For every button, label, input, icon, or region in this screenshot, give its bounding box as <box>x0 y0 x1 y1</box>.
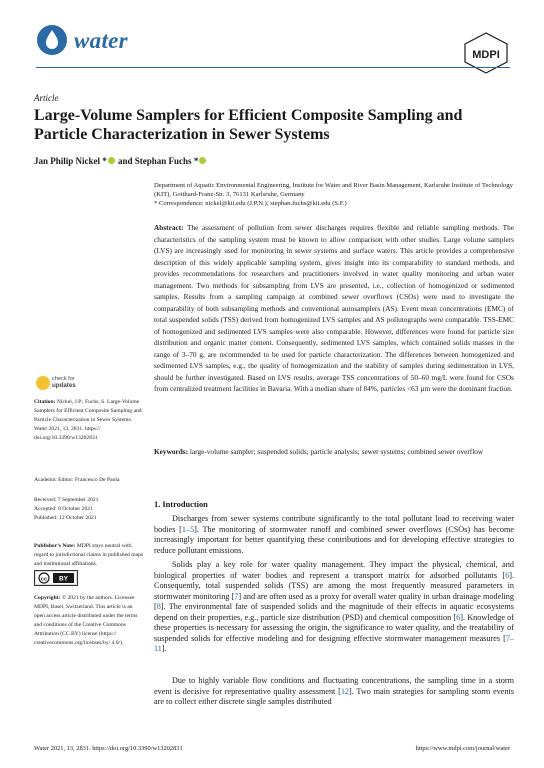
citation-link[interactable]: 6 <box>505 570 510 580</box>
received-date: Received: 7 September 2021 <box>34 497 99 503</box>
abstract-label: Abstract: <box>154 223 184 232</box>
accepted-date: Accepted: 8 October 2021 <box>34 506 93 512</box>
copyright-block <box>34 594 144 648</box>
copyright-label: Copyright: <box>34 595 61 601</box>
publisher-note-label: Publisher’s Note: <box>34 543 76 549</box>
author-separator: and <box>118 156 133 166</box>
publisher-logo-text: MDPI <box>472 49 500 61</box>
citation-text: Nickel, J.P.; Fuchs, S. Large-Volume Samplers for Efficient Composite Sampling and Particle Characterization in Sewer Systems. Water 2021, 13, 2831. https:// doi.org/10.3390/w13202831 <box>34 399 142 441</box>
citation-link[interactable]: 7 <box>234 591 239 601</box>
footer-journal-url[interactable]: https://www.mdpi.com/journal/water <box>415 745 510 752</box>
article-type: Article <box>34 93 59 103</box>
citation-label: Citation: <box>34 399 56 405</box>
academic-editor: Academic Editor: Francesco De Paola <box>34 477 120 483</box>
keywords-text: large-volume sampler; suspended solids; particle analysis; sewer systems; combined sewer overflow <box>189 447 484 456</box>
section-heading: 1. Introduction <box>154 500 208 509</box>
article-title: Large-Volume Samplers for Efficient Composite Sampling and Particle Characterization in Sewer Systems <box>34 107 463 143</box>
cc-by-license-icon[interactable] <box>34 570 78 586</box>
affiliation-line: Department of Aquatic Environmental Engineering, Institute for Water and River Basin Management, Karlsruhe Institute of Technology (KIT), Gotthard-Franz-Str. 3, 76131 Karlsruhe, Germany <box>154 182 513 198</box>
publisher-note-text: MDPI stays neutral with regard to jurisdictional claims in published maps and institutional affiliations. <box>34 543 144 567</box>
paragraph: Due to highly variable flow conditions and fluctuating concentrations, the sampling time in a storm event is decisive for representative quality assessment [12]. Two main strategies for sampling storm events are to collect either discrete single samples distributed <box>154 676 514 706</box>
author-list <box>34 156 207 166</box>
corresponding-star: * <box>102 156 107 166</box>
citation-block <box>34 398 144 443</box>
published-date: Published: 12 October 2021 <box>34 515 97 521</box>
paragraph: Discharges from sewer systems contribute significantly to the total pollutant load to receiving water bodies [1–5]. The monitoring of stormwater runoff and combined sewer overflows (CSOs) has become increasingly important for better quantifying these contributions and for developing effective strategies to reduce pollutant emissions. <box>154 514 514 555</box>
keywords-label: Keywords: <box>154 447 189 456</box>
keywords <box>154 446 514 458</box>
abstract <box>154 222 514 395</box>
svg-text:BY: BY <box>58 575 69 583</box>
header-divider <box>36 67 510 68</box>
affiliation-block <box>154 181 514 208</box>
water-drop-icon <box>36 24 68 56</box>
paragraph: Solids play a key role for water quality management. They impact the physical, chemical, and biological properties of water bodies and represent a transport matrix for adsorbed pollutants [6]. Consequently, total suspended solids (TSS) are among the most frequently measured parameters in stormwater monitoring [7] and are often used as a proxy for overall water quality in urban drainage modeling [8]. The environmental fate of suspended solids and the magnitude of their effects in aquatic ecosystems depend on their properties, e.g., particle size distribution (PSD) and chemical composition [6]. Knowledge of these properties is necessary for assessing the origin, the significance to water quality, and the treatability of suspended solids for effective modeling and for designing effective stormwater management measures [7–11]. <box>154 560 514 653</box>
corresponding-star: * <box>193 156 199 166</box>
check-for-updates-icon[interactable] <box>36 376 50 390</box>
author-name[interactable]: Stephan Fuchs <box>134 156 192 166</box>
citation-link[interactable]: 7–11 <box>154 633 514 653</box>
publisher-note <box>34 542 144 569</box>
journal-name: water <box>74 28 128 53</box>
citation-link[interactable]: 12 <box>340 686 350 696</box>
check-for-updates-label[interactable]: check for updates <box>52 376 76 389</box>
author-name[interactable]: Jan Philip Nickel <box>34 156 101 166</box>
svg-text:cc: cc <box>40 576 48 583</box>
citation-link[interactable]: 1–5 <box>181 524 195 534</box>
dates-block <box>34 496 144 523</box>
orcid-icon[interactable] <box>199 157 206 164</box>
copyright-text: © 2021 by the authors. Licensee MDPI, Basel, Switzerland. This article is an open access article distributed under the terms and conditions of the Creative Commons Attribution (CC BY) license (https:// creativecommons.org/licenses/by/ 4.0/). <box>34 595 138 646</box>
footer-citation[interactable]: Water 2021, 13, 2831. https://doi.org/10.3390/w13202831 <box>34 745 183 752</box>
orcid-icon[interactable] <box>108 157 115 164</box>
correspondence-line: * Correspondence: nickel@kit.edu (J.P.N.); stephan.fuchs@kit.edu (S.F.) <box>154 200 347 207</box>
citation-link[interactable]: 8 <box>156 602 161 611</box>
abstract-text: The assessment of pollution from sewer discharges requires flexible and reliable sampling methods. The characteristics of the sampling system must be known to allow comparison with other studies. Large volume samplers (LVS) are increasingly used for monitoring in sewer systems and surface waters. This article provides a comprehensive description of this widely applicable sampling system, gives insight into its comparability to standard methods, and provides recommendations for researchers and practitioners involved in water quality monitoring and urban water management. Two methods for subsampling from LVS are presented, i.e., collection of homogenized or sedimented samples. Results from a sampling campaign at combined sewer overflows (CSOs) were used to investigate the comparability of both subsampling methods and conventional autosamplers (AS). Event mean concentrations (EMC) of total suspended solids (TSS) derived from homogenized LVS samples and AS pollutographs were comparable. TSS-EMC of homogenized and sedimented LVS samples were also comparable. However, differences were found for particle size distribution and organic matter content. Consequently, sedimented LVS samples, which contained solids masses in the range of 3–70 g, are recommended to be used for particle characterization. The differences between homogenized and sedimented LVS samples, e.g., the quality of homogenization and the stability of samples during sedimentation in LVS, should be further investigated. Based on LVS results, average TSS concentrations of 50–60 mg/L were found for CSOs from centralized treatment facilities in Bavaria. With a median share of 84%, particles <63 µm were the dominant fraction. <box>154 223 514 393</box>
citation-link[interactable]: 6 <box>456 612 461 622</box>
